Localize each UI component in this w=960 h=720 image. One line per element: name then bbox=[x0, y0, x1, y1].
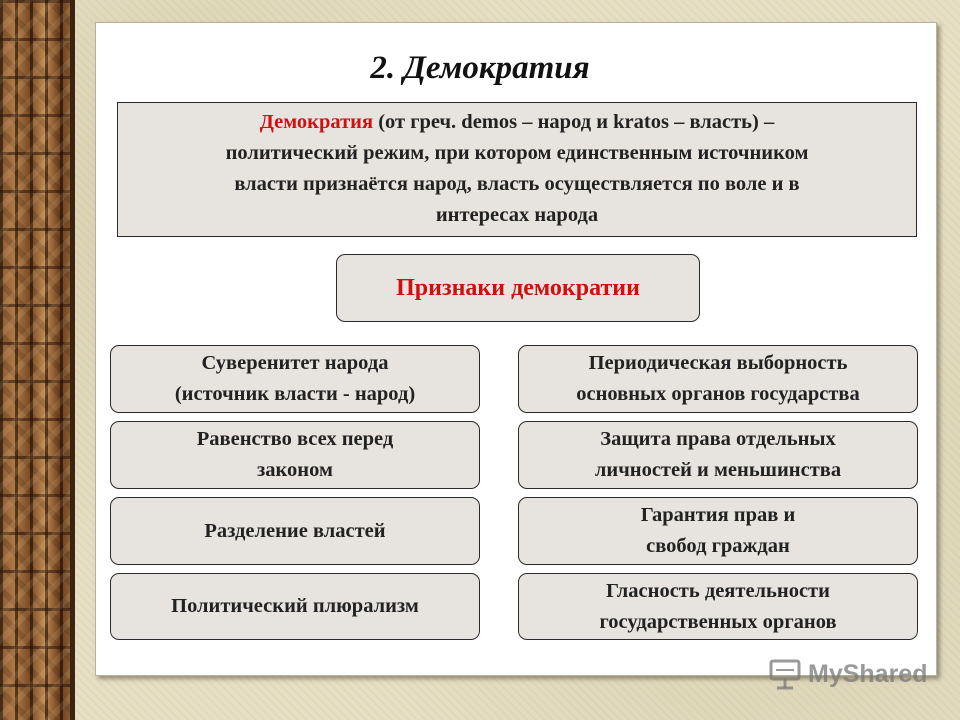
definition-box bbox=[117, 102, 917, 237]
definition-line-2: политический режим, при котором единственным источником bbox=[225, 142, 809, 164]
definition-line-1 bbox=[118, 107, 916, 138]
watermark-text: MyShared bbox=[808, 659, 928, 688]
sign-card-right-1 bbox=[518, 345, 918, 413]
sign-card-right-4 bbox=[518, 573, 918, 640]
definition-term: Демократия bbox=[259, 111, 374, 133]
sign-line: Политический плюрализм bbox=[171, 595, 419, 617]
sign-line: Периодическая выборность bbox=[588, 352, 848, 374]
sign-line: Суверенитет народа bbox=[201, 352, 389, 374]
sign-card-left-2 bbox=[110, 421, 480, 489]
sign-line: законом bbox=[257, 459, 333, 481]
sign-card-left-1 bbox=[110, 345, 480, 413]
signs-heading-box bbox=[336, 254, 700, 322]
signs-heading: Признаки демократии bbox=[396, 274, 640, 301]
sign-line: Гласность деятельности bbox=[606, 579, 830, 602]
sign-line: Гарантия прав и bbox=[640, 504, 796, 526]
sign-line: Равенство всех перед bbox=[196, 428, 394, 450]
sign-card-left-4 bbox=[110, 573, 480, 640]
slide-title: 2. Демократия bbox=[370, 50, 590, 86]
sign-card-right-3 bbox=[518, 497, 918, 565]
sign-line: свобод граждан bbox=[646, 535, 790, 557]
sign-line: основных органов государства bbox=[576, 383, 860, 405]
sign-line: (источник власти - народ) bbox=[174, 383, 416, 405]
definition-etymology: (от греч. demos – народ и kratos – власть) – bbox=[373, 111, 775, 133]
sign-line: Защита права отдельных bbox=[600, 428, 836, 450]
presentation-board-icon bbox=[768, 658, 802, 690]
sign-line: Разделение властей bbox=[204, 519, 386, 542]
decorative-border-strip bbox=[0, 0, 75, 720]
definition-line-3: власти признаётся народ, власть осуществляется по воле и в bbox=[234, 173, 800, 195]
sign-line: государственных органов bbox=[599, 610, 837, 633]
sign-card-left-3 bbox=[110, 497, 480, 565]
sign-line: личностей и меньшинства bbox=[594, 459, 842, 481]
watermark bbox=[768, 656, 927, 692]
sign-card-right-2 bbox=[518, 421, 918, 489]
definition-line-4: интересах народа bbox=[435, 204, 599, 226]
